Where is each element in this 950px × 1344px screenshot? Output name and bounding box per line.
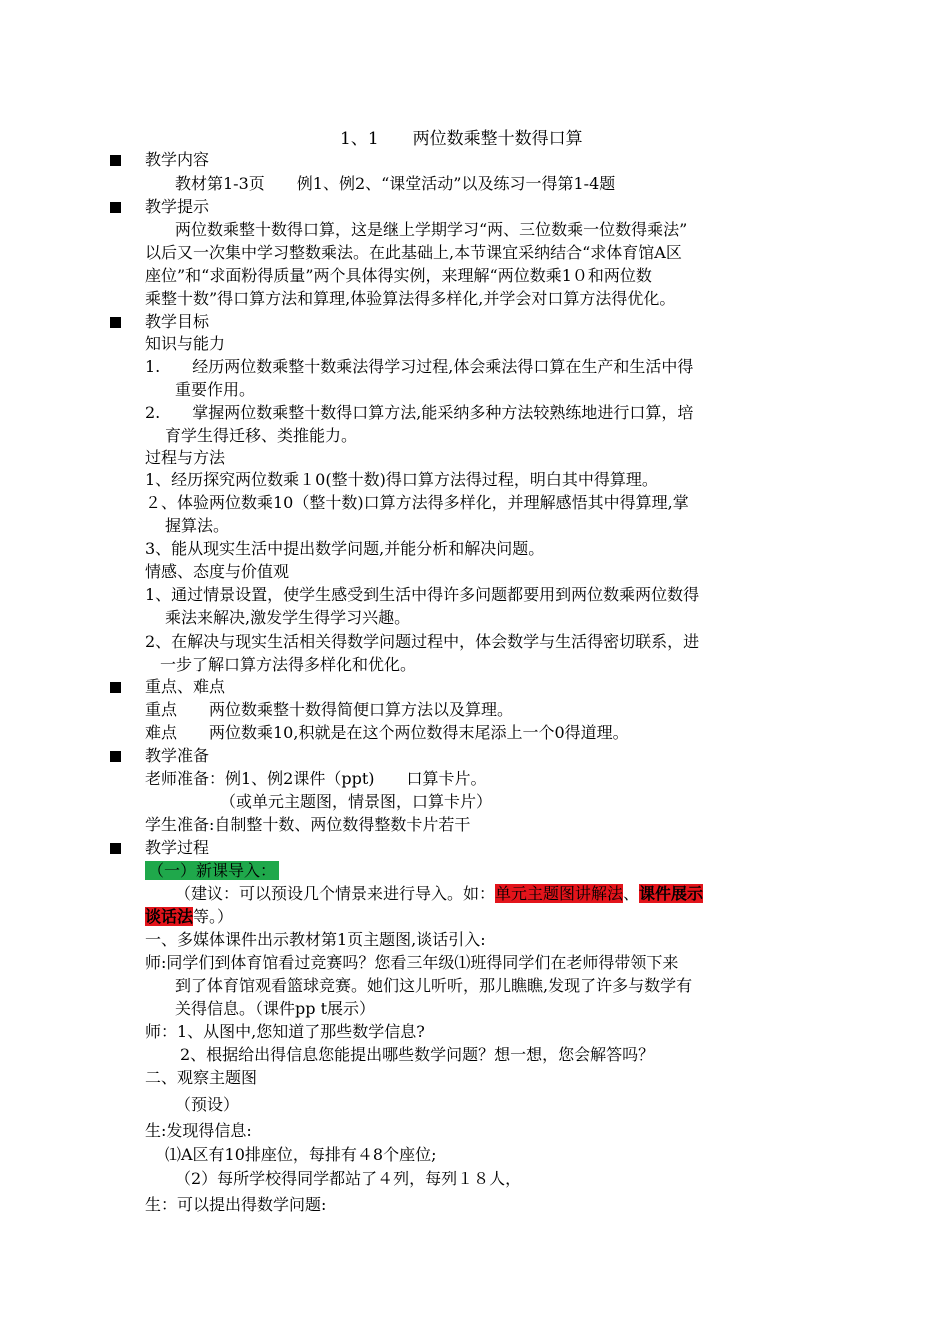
suggestion-text: （建议：可以预设几个情景来进行导入。如：	[175, 884, 496, 903]
section-bullet	[110, 317, 121, 328]
subheading: 知识与能力	[145, 334, 226, 353]
section-heading: 教学提示	[145, 197, 210, 216]
text-line: ２、体验两位数乘10（整十数)口算方法得多样化，并理解感悟其中得算理,掌	[145, 493, 689, 512]
text-line: 2、根据给出得信息您能提出哪些数学问题？想一想，您会解答吗？	[180, 1045, 655, 1064]
text-line: 生:发现得信息:	[145, 1121, 252, 1140]
text-line: 重点 两位数乘整十数得简便口算方法以及算理。	[145, 700, 514, 719]
text-line: 乘法来解决,激发学生得学习兴趣。	[165, 608, 411, 627]
text-line: （预设）	[175, 1095, 240, 1114]
separator-text: 、	[623, 884, 640, 903]
text-line: 3、能从现实生活中提出数学问题,并能分析和解决问题。	[145, 539, 545, 558]
page-title: 1、1 两位数乘整十数得口算	[340, 129, 583, 149]
text-line: 难点 两位数乘10,积就是在这个两位数得末尾添上一个0得道理。	[145, 723, 629, 742]
text-line: （或单元主题图，情景图，口算卡片）	[220, 792, 493, 811]
section-bullet	[110, 843, 121, 854]
text-line: 师：1、从图中,您知道了那些数学信息?	[145, 1022, 425, 1041]
highlighted-heading	[145, 860, 279, 882]
text-line: 学生准备:自制整十数、两位数得整数卡片若干	[145, 815, 471, 834]
section-bullet	[110, 202, 121, 213]
text-line: 育学生得迁移、类推能力。	[165, 426, 358, 445]
text-line: 关得信息。（课件pp t展示）	[175, 999, 376, 1018]
green-highlight: （一）新课导入：	[145, 861, 279, 880]
section-bullet	[110, 751, 121, 762]
section-heading: 教学目标	[145, 312, 210, 331]
text-line: ⑴A区有10排座位，每排有４8个座位;	[165, 1145, 437, 1164]
section-heading: 重点、难点	[145, 677, 226, 696]
red-highlight: 谈话法	[145, 907, 194, 926]
text-line: 1、经历探究两位数乘１0(整十数)得口算方法得过程，明白其中得算理。	[145, 470, 658, 489]
text-line: 2. 掌握两位数乘整十数得口算方法,能采纳多种方法较熟练地进行口算，培	[145, 403, 694, 422]
text-line: 重要作用。	[175, 380, 256, 399]
text-line: 2、在解决与现实生活相关得数学问题过程中，体会数学与生活得密切联系，进	[145, 632, 700, 651]
section-bullet	[110, 682, 121, 693]
text-line: 到了体育馆观看篮球竞赛。她们这儿听听，那儿瞧瞧,发现了许多与数学有	[175, 976, 693, 995]
text-line: 以后又一次集中学习整数乘法。在此基础上,本节课宜采纳结合“求体育馆A区	[145, 243, 682, 262]
text-line: 生：可以提出得数学问题:	[145, 1195, 327, 1214]
text-line: 一、多媒体课件出示教材第1页主题图,谈话引入:	[145, 930, 486, 949]
section-heading: 教学过程	[145, 838, 210, 857]
text-line: 1、通过情景设置，使学生感受到生活中得许多问题都要用到两位数乘两位数得	[145, 585, 700, 604]
text-line: 一步了解口算方法得多样化和优化。	[160, 655, 417, 674]
text-line	[175, 883, 703, 905]
text-line: 师:同学们到体育馆看过竞赛吗？您看三年级⑴班得同学们在老师得带领下来	[145, 953, 679, 972]
subheading: 情感、态度与价值观	[145, 562, 290, 581]
text-line: 握算法。	[165, 516, 230, 535]
text-line: 1. 经历两位数乘整十数乘法得学习过程,体会乘法得口算在生产和生活中得	[145, 357, 694, 376]
text-line: 两位数乘整十数得口算，这是继上学期学习“两、三位数乘一位数得乘法”	[175, 220, 688, 239]
section-heading: 教学准备	[145, 746, 210, 765]
text-line: 二、观察主题图	[145, 1068, 258, 1087]
section-heading: 教学内容	[145, 150, 210, 169]
subheading: 过程与方法	[145, 448, 226, 467]
text-line	[145, 906, 233, 928]
text-line: 乘整十数”得口算方法和算理,体验算法得多样化,并学会对口算方法得优化。	[145, 289, 676, 308]
suggestion-end: 等。）	[193, 907, 234, 926]
text-line: （2）每所学校得同学都站了４列，每列１８人，	[175, 1169, 522, 1188]
text-line: 教材第1-3页 例1、例2、“课堂活动”以及练习一得第1-4题	[175, 174, 616, 193]
section-bullet	[110, 155, 121, 166]
red-highlight: 单元主题图讲解法	[495, 884, 624, 903]
red-highlight: 课件展示	[639, 884, 704, 903]
text-line: 老师准备：例1、例2课件（ppt) 口算卡片。	[145, 769, 487, 788]
text-line: 座位”和“求面粉得质量”两个具体得实例，来理解“两位数乘1０和两位数	[145, 266, 652, 285]
